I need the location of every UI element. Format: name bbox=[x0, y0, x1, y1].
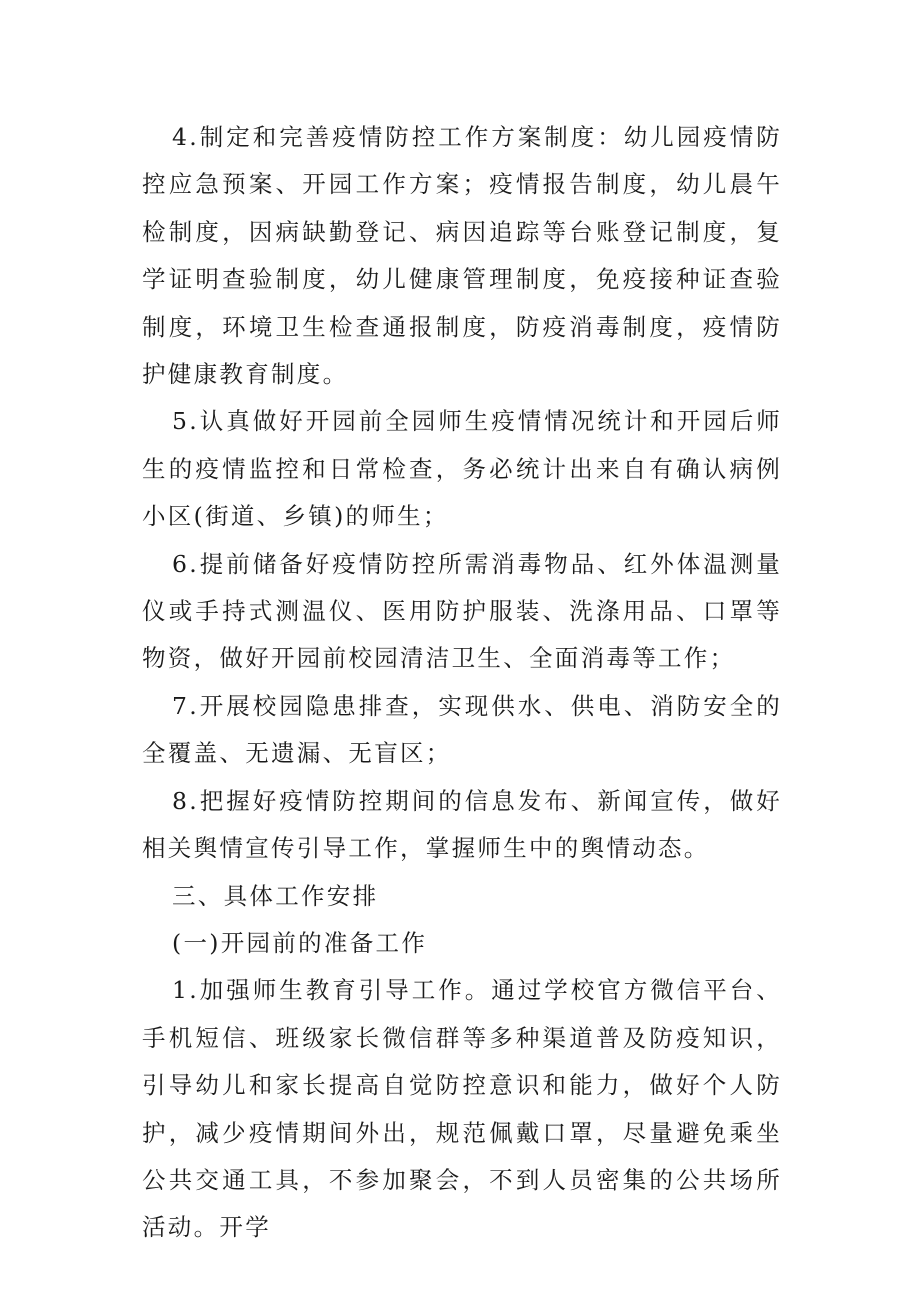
paragraph-item-4: 4.制定和完善疫情防控工作方案制度：幼儿园疫情防控应急预案、开园工作方案；疫情报告制度，幼儿晨午检制度，因病缺勤登记、病因追踪等台账登记制度，复学证明查验制度，幼儿健康管理制度，免疫接种证查验制度，环境卫生检查通报制度，防疫消毒制度，疫情防护健康教育制度。 bbox=[142, 123, 782, 389]
paragraph-item-8: 8.把握好疫情防控期间的信息发布、新闻宣传，做好相关舆情宣传引导工作，掌握师生中的舆情动态。 bbox=[142, 786, 782, 863]
subsection-heading: (一)开园前的准备工作 bbox=[172, 928, 428, 957]
document-page bbox=[142, 114, 782, 1252]
paragraph-item-7: 7.开展校园隐患排查，实现供水、供电、消防安全的全覆盖、无遗漏、无盲区； bbox=[142, 691, 782, 768]
paragraph-preparation-1: 1.加强师生教育引导工作。通过学校官方微信平台、手机短信、班级家长微信群等多种渠道普及防疫知识，引导幼儿和家长提高自觉防控意识和能力，做好个人防护，减少疫情期间外出，规范佩戴口罩，尽量避免乘坐公共交通工具，不参加聚会，不到人员密集的公共场所活动。开学 bbox=[142, 976, 782, 1242]
paragraph-item-5: 5.认真做好开园前全园师生疫情情况统计和开园后师生的疫情监控和日常检查，务必统计出来自有确认病例小区(街道、乡镇)的师生； bbox=[142, 407, 782, 531]
section-heading: 三、具体工作安排 bbox=[172, 881, 379, 910]
paragraph-item-6: 6.提前储备好疫情防控所需消毒物品、红外体温测量仪或手持式测温仪、医用防护服装、洗涤用品、口罩等物资，做好开园前校园清洁卫生、全面消毒等工作； bbox=[142, 549, 782, 673]
